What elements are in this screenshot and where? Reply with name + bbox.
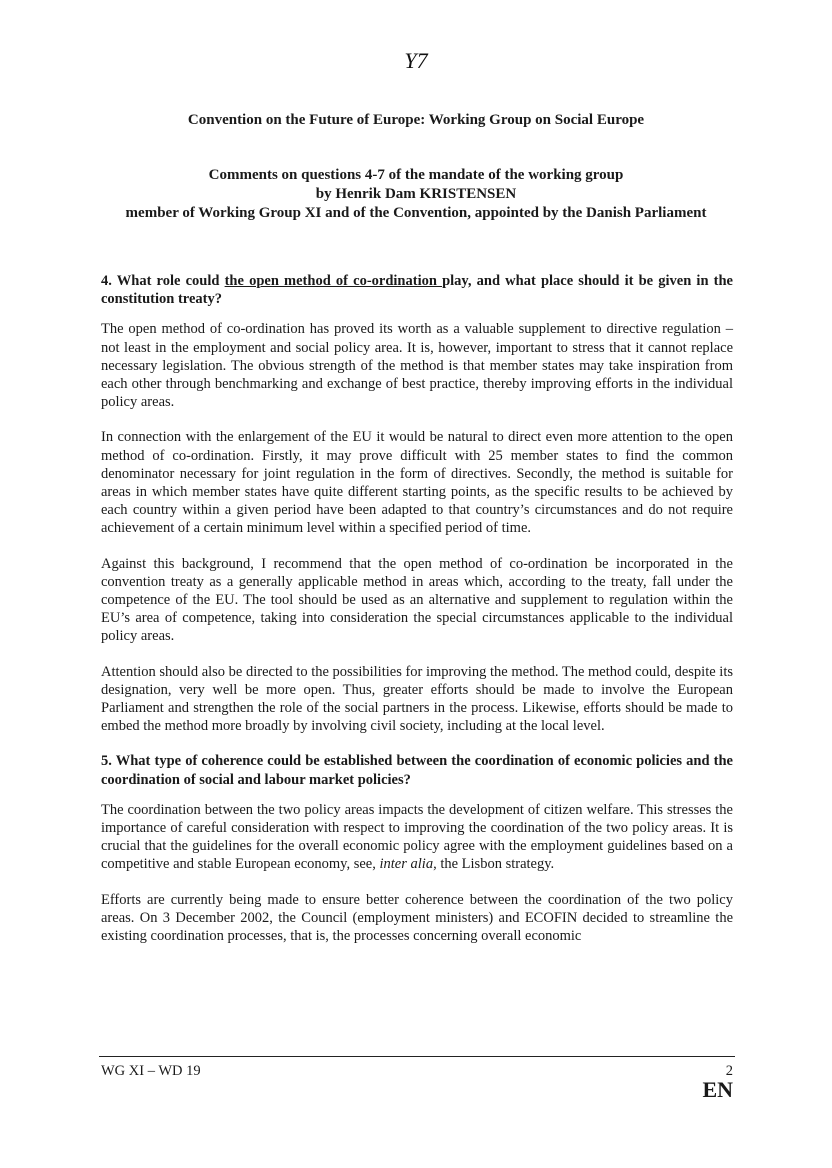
q4-paragraph-3: Against this background, I recommend that the open method of co-ordination be incorporated in the convention treaty as a generally applicable method in areas which, according to the treaty, fall under the competence of the EU. The tool should be used as an alternative and supplement to regulation within the EU’s area of competence, taking into consideration the special circumstances applicable to the individual policy areas. — [101, 555, 733, 645]
q4-paragraph-2: In connection with the enlargement of the EU it would be natural to direct even more attention to the open method of co-ordination. Firstly, it may prove difficult with 25 member states to find the common denominator necessary for joint regulation in the form of directives. Secondly, the method is suitable for areas in which member states have quite different starting points, as the specific results to be achieved by each country within a given period have been adapted to that country’s circumstances and do not require achievement of a certain minimum level within a specified period of time. — [101, 429, 733, 537]
subtitle-line-3: member of Working Group XI and of the Convention, appointed by the Danish Parliament — [125, 205, 707, 221]
q5-p1-italic: inter alia — [379, 856, 434, 873]
q4-heading-suffix: play, and what place should it be given in the constitution treaty? — [101, 273, 733, 308]
footer-page-number: 2 — [725, 1063, 733, 1079]
document-body — [101, 272, 733, 962]
q4-heading-underlined: the open method of co-ordination — [224, 273, 443, 289]
footer-divider — [99, 1056, 735, 1057]
q4-heading-prefix: 4. What role could — [101, 273, 225, 289]
subtitle-author: by Henrik Dam KRISTENSEN — [315, 186, 517, 202]
document-title: Convention on the Future of Europe: Working Group on Social Europe — [187, 112, 645, 128]
footer-doc-ref: WG XI – WD 19 — [101, 1063, 201, 1079]
q4-paragraph-1: The open method of co-ordination has proved its worth as a valuable supplement to directive regulation – not least in the employment and social policy area. It is, however, important to stress that it cannot replace necessary legislation. The obvious strength of the method is that member states may take inspiration from each other through benchmarking and exchange of best practice, thereby improving efforts in the individual policy areas. — [101, 321, 733, 411]
handwritten-page-mark: Y7 — [404, 48, 428, 73]
document-subtitle — [0, 166, 832, 223]
q5-paragraph-1 — [101, 801, 733, 874]
subtitle-line-1: Comments on questions 4-7 of the mandate of the working group — [208, 167, 624, 183]
question-5-heading: 5. What type of coherence could be established between the coordination of economic policies and the coordination of social and labour market policies? — [101, 753, 733, 788]
footer-language: EN — [702, 1077, 733, 1102]
q5-paragraph-2: Efforts are currently being made to ensure better coherence between the coordination of the two policy areas. On 3 December 2002, the Council (employment ministers) and ECOFIN decided to streamline the existing coordination processes, that is, the processes concerning overall economic — [101, 891, 733, 945]
q5-p1-text: The coordination between the two policy areas impacts the development of citizen welfare. This stresses the importance of careful consideration with respect to improving the coordination of the two policy areas. It is crucial that the guidelines for the overall economic policy agree with the employment guidelines based on a competitive and stable European economy, see, — [101, 801, 733, 873]
question-4-heading — [101, 272, 733, 308]
q4-paragraph-4: Attention should also be directed to the possibilities for improving the method. The method could, despite its designation, very well be more open. Thus, greater efforts should be made to involve the European Parliament and strengthen the role of the social partners in the process. Likewise, efforts should be made to embed the method more broadly by involving civil society, including at the local level. — [101, 663, 733, 735]
q5-p1-end: , the Lisbon strategy. — [433, 856, 555, 873]
